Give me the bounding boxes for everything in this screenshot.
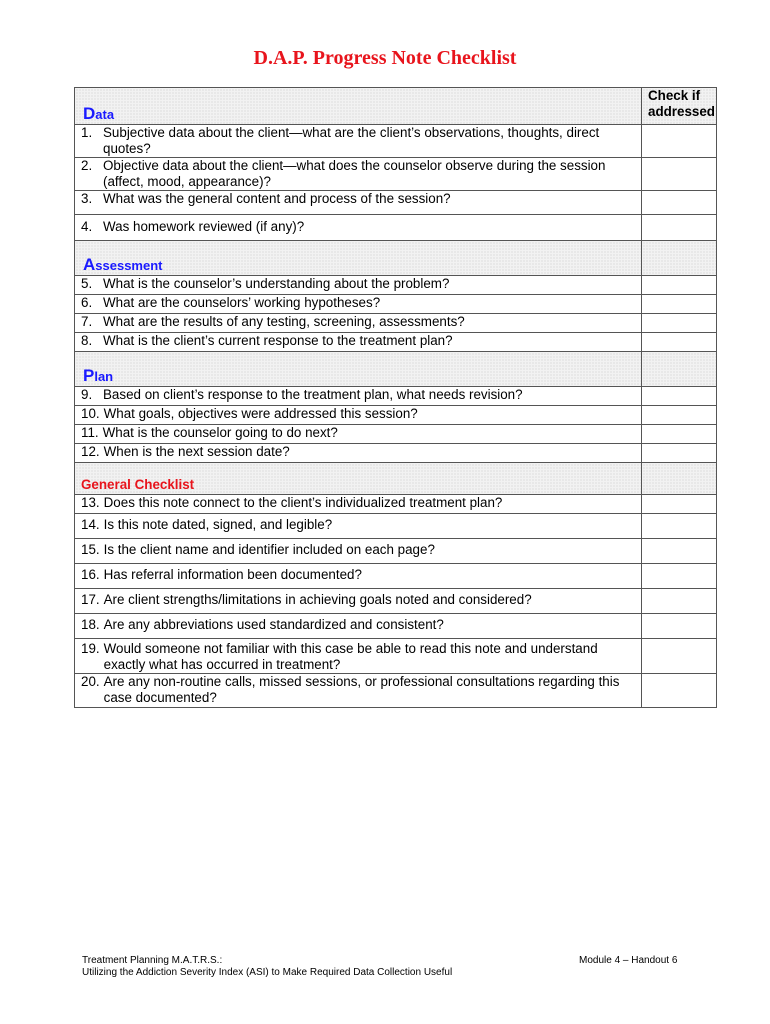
check-cell[interactable]: [642, 425, 717, 444]
list-item: 2. Objective data about the client—what does the counselor observe during the session (affect, mood, appearance)?: [75, 158, 642, 191]
list-item: 16. Has referral information been documented?: [75, 564, 642, 589]
list-item: 13. Does this note connect to the client’s individualized treatment plan?: [75, 495, 642, 514]
list-item: 6. What are the counselors’ working hypotheses?: [75, 295, 642, 314]
list-item: 18. Are any abbreviations used standardized and consistent?: [75, 614, 642, 639]
list-item: 20. Are any non-routine calls, missed sessions, or professional consultations regarding this case documented?: [75, 674, 642, 708]
list-item: 17. Are client strengths/limitations in achieving goals noted and considered?: [75, 589, 642, 614]
section-header-assessment: Assessment: [75, 241, 642, 276]
check-cell[interactable]: [642, 639, 717, 674]
check-cell-shaded: [642, 352, 717, 387]
section-header-plan: Plan: [75, 352, 642, 387]
check-cell[interactable]: [642, 444, 717, 463]
check-cell-shaded: [642, 241, 717, 276]
section-header-data: Data: [75, 88, 642, 125]
check-cell-shaded: [642, 463, 717, 495]
check-cell[interactable]: [642, 191, 717, 215]
checklist-table: [74, 87, 717, 708]
footer-right: Module 4 – Handout 6: [579, 955, 678, 966]
list-item: 11. What is the counselor going to do next?: [75, 425, 642, 444]
list-item: 3. What was the general content and process of the session?: [75, 191, 642, 215]
list-item: 19. Would someone not familiar with this case be able to read this note and understand exactly what has occurred in treatment?: [75, 639, 642, 674]
check-column-header: Check if addressed: [642, 88, 717, 125]
check-cell[interactable]: [642, 564, 717, 589]
footer-left: Treatment Planning M.A.T.R.S.: Utilizing the Addiction Severity Index (ASI) to Make Required Data Collection Useful: [82, 955, 453, 978]
check-cell[interactable]: [642, 614, 717, 639]
list-item: 4. Was homework reviewed (if any)?: [75, 215, 642, 241]
list-item: 12. When is the next session date?: [75, 444, 642, 463]
list-item: 5. What is the counselor’s understanding about the problem?: [75, 276, 642, 295]
check-cell[interactable]: [642, 387, 717, 406]
check-cell[interactable]: [642, 314, 717, 333]
check-cell[interactable]: [642, 514, 717, 539]
list-item: 15. Is the client name and identifier included on each page?: [75, 539, 642, 564]
list-item: 7. What are the results of any testing, screening, assessments?: [75, 314, 642, 333]
check-cell[interactable]: [642, 295, 717, 314]
section-header-general: General Checklist: [75, 463, 642, 495]
list-item: 1. Subjective data about the client—what are the client’s observations, thoughts, direct quotes?: [75, 125, 642, 158]
check-cell[interactable]: [642, 539, 717, 564]
list-item: 8. What is the client’s current response to the treatment plan?: [75, 333, 642, 352]
list-item: 9. Based on client’s response to the treatment plan, what needs revision?: [75, 387, 642, 406]
page-title: D.A.P. Progress Note Checklist: [253, 47, 517, 69]
list-item: 14. Is this note dated, signed, and legible?: [75, 514, 642, 539]
check-cell[interactable]: [642, 276, 717, 295]
check-cell[interactable]: [642, 674, 717, 708]
check-cell[interactable]: [642, 495, 717, 514]
check-cell[interactable]: [642, 589, 717, 614]
list-item: 10. What goals, objectives were addressed this session?: [75, 406, 642, 425]
check-cell[interactable]: [642, 406, 717, 425]
check-cell[interactable]: [642, 158, 717, 191]
check-cell[interactable]: [642, 333, 717, 352]
check-cell[interactable]: [642, 215, 717, 241]
check-cell[interactable]: [642, 125, 717, 158]
